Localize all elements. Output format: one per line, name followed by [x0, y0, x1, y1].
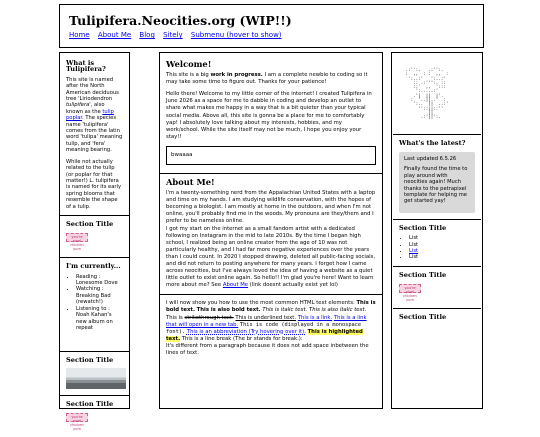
text: I got my start on the internet as a small fandom artist with a dedicated following on Instagram in the mid to late 2010s. By the time I began high school, I realized being an online creator from the age of 10 was not particularly healthy, and I had far more negative experiences over the years than I could count. In 2020 I stopped drawing, deleted all public-facing socials, and did not return to posting anywhere for many years. I forget how I came across neocities, but I've always loved the idea of having a website as a quiet little outlet to exist online again. So hello!! I'm glad you're here! Want to learn more about me? See	[166, 225, 375, 289]
abbreviation-text[interactable]: This is an abbreviation (Try hovering over it).	[186, 328, 306, 335]
divider	[60, 351, 129, 352]
nav-blog[interactable]: Blog	[139, 31, 155, 39]
divider	[393, 219, 481, 220]
pixel-badge: you're pixel chicken yum	[66, 233, 88, 242]
divider	[60, 395, 129, 396]
what-is-paragraph	[66, 77, 123, 154]
text: This is a line break (The br stands for break.):	[181, 335, 303, 342]
section-title: Section Title	[399, 313, 447, 322]
main-nav	[69, 31, 288, 39]
tulip-ascii-art: .:'':. .:'':. : ,, : : ,, : ':..:' ':..:' :: .:''':. :: ::' ,, '::: ':.....:' .'| || |'. : '..||..' : ':.. || ..:' ''::||::'' || .:'||':.	[405, 67, 449, 120]
site-title: Tulipifera.Neocities.org (WIP!!)	[69, 13, 292, 28]
underlined-text: This is underlined text.	[235, 314, 297, 321]
welcome-paragraph: Hello there! Welcome to my little corner of the internet! I created Tulipifera in June 2026 as a space for me to dabble in coding and develop an outlet to share what makes me happy in a way that is a bit quieter than your typical social media. Above all, this site is gonna be a place for me to comfortably yap! I absolutely love talking about my interests, hobbies, and my work/school. While the site itself may not be much, I hope you enjoy your stay!!	[166, 91, 372, 140]
about-me-link[interactable]: About Me	[222, 282, 249, 289]
latest-heading: What's the latest?	[399, 138, 466, 147]
tulip-paragraph: While not actually related to the tulip (or poplar for that matter!) L. tulipifera is named for its early spring blooms that resemble the shape of a tulip.	[66, 158, 122, 210]
text: I will now show you how to use the most common HTML text elements:	[166, 300, 357, 307]
divider	[393, 266, 481, 267]
text: It's different from a paragraph because it does not add space inbetween the lines of text.	[166, 342, 369, 356]
demo-link-new-tab[interactable]: This is a link that will open in a new tab.	[166, 314, 367, 328]
nav-home[interactable]: Home	[69, 31, 90, 39]
list-item: • List	[409, 254, 475, 260]
html-demo-paragraph	[166, 300, 376, 357]
currently-list	[66, 274, 123, 332]
currently-heading: I'm currently...	[66, 262, 121, 271]
section-title: Section Title	[66, 219, 114, 228]
bold-text: work in progress.	[210, 72, 263, 79]
demo-link[interactable]: This is a link.	[297, 314, 333, 321]
bold-text: This is bold text.	[166, 300, 376, 314]
text: . The species name 'tulipifera' comes from the latin word 'tulipa' meaning tulip, and 'fera' meaning bearing.	[66, 115, 123, 154]
divider	[60, 215, 129, 216]
text-box: bwaaaa	[166, 146, 376, 165]
section-title: Section Title	[399, 270, 447, 279]
site-header	[59, 4, 484, 48]
list-item: • List	[409, 235, 475, 241]
italic-text: This is italic text.	[262, 307, 308, 314]
pixel-badge: you're pixel chicken yum	[399, 284, 421, 293]
link-list	[399, 235, 475, 261]
code-text: This is code (displayed in a monospace font).	[166, 321, 362, 335]
divider	[393, 308, 481, 309]
right-sidebar	[391, 52, 483, 409]
list-item: • Reading : Lonesome Dove	[76, 274, 123, 287]
update-date: Last updated 6.5.26	[404, 155, 457, 162]
section-title: Section Title	[66, 356, 114, 365]
nav-sitely[interactable]: Sitely	[163, 31, 183, 39]
divider	[160, 173, 382, 174]
italic-text: This is also italic text.	[309, 307, 367, 314]
welcome-intro	[166, 72, 376, 86]
tulip-poplar-link[interactable]: tulip poplar	[66, 108, 114, 122]
section-title: Section Title	[399, 223, 447, 232]
text: This site is a big	[166, 72, 211, 79]
nav-about-me[interactable]: About Me	[97, 31, 132, 39]
main-content	[159, 52, 383, 409]
welcome-heading: Welcome!	[166, 59, 212, 69]
left-sidebar	[59, 52, 130, 431]
list-link[interactable]: List	[409, 248, 419, 255]
list-item: • Listening to : Noah Kahan's new album on repeat	[76, 306, 123, 332]
text: (link doesnt actually exist yet lol)	[248, 282, 338, 289]
about-paragraph: I'm a twenty-something nerd from the Appalachian United States with a laptop and time on my hands. I am studying wildlife conservation, with the hopes of becoming a biologist. I am mostly at home in the outdoors, and when I'm not online, you'll probably find me in the woods. My pronouns are they/them and I prefer to be nameless online.	[166, 190, 376, 225]
species-name: tulipifera	[66, 102, 90, 109]
list-item: • Watching : Breaking Bad (rewatch!)	[76, 286, 123, 305]
sea-photo	[66, 368, 126, 389]
what-is-heading: What is Tulipifera?	[66, 59, 106, 74]
text: I am a complete newbie to coding so it may take some time to figure out. Thanks for your patience!	[166, 72, 368, 86]
text: This site is named after the North American deciduous tree 'Liriodendron	[66, 76, 119, 103]
bold-text: This is also bold text.	[196, 307, 261, 314]
strikethrough-text: strikethrough text.	[184, 314, 234, 321]
divider	[60, 257, 129, 258]
about-paragraph-2	[166, 226, 376, 290]
divider	[393, 134, 481, 135]
about-heading: About Me!	[166, 176, 215, 187]
list-item: • List	[409, 242, 475, 248]
divider	[160, 294, 382, 295]
highlighted-text: This is highlighted text.	[166, 328, 363, 342]
section-title: Section Title	[66, 399, 114, 408]
pixel-badge: you're pixel chicken yum	[66, 413, 88, 422]
update-text: Finally found the time to play around with neocities again! Much thanks to the petrapixel template for helping me get started yay!	[404, 166, 468, 205]
text: This is	[166, 314, 183, 321]
nav-submenu[interactable]: Submenu (hover to show)	[190, 31, 282, 39]
text: ', also known as the	[66, 102, 105, 115]
update-box	[399, 152, 475, 213]
